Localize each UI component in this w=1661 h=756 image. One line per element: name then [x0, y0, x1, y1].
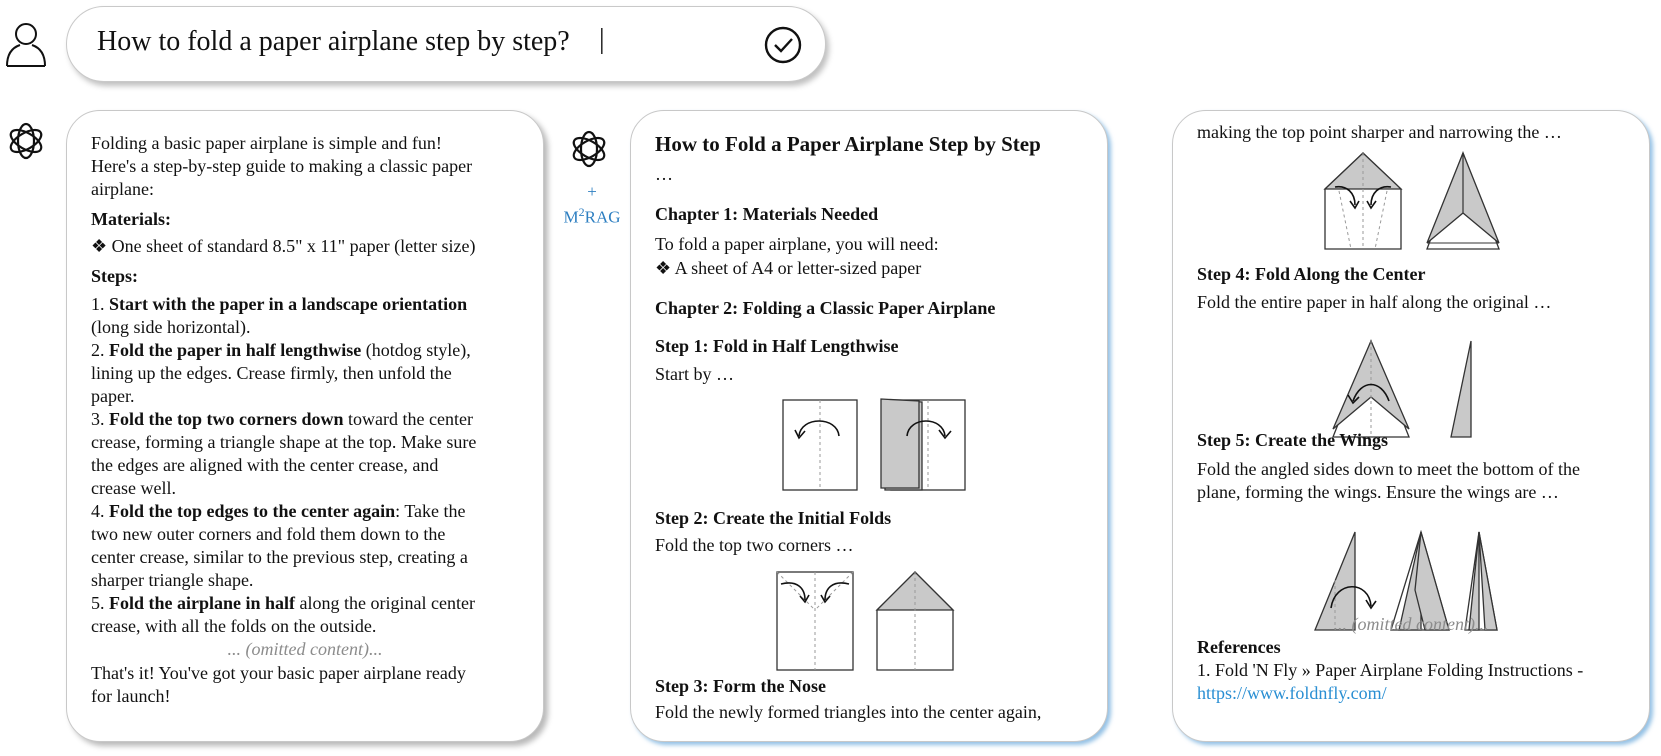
article-title: How to Fold a Paper Airplane Step by Step	[655, 132, 1041, 156]
step-line: crease, forming a triangle shape at the top. Make sure	[91, 432, 477, 452]
step-rest: along the original center	[295, 593, 475, 613]
step-line: sharper triangle shape.	[91, 570, 254, 590]
step-number: 2.	[91, 340, 109, 360]
step-number: 5.	[91, 593, 109, 613]
intro-line: Here's a step-by-step guide to making a classic paper	[91, 156, 473, 176]
query-text: How to fold a paper airplane step by step?	[97, 26, 570, 57]
step-line: the edges are aligned with the center crease, and	[91, 455, 439, 475]
step-line: center crease, similar to the previous step, creating a	[91, 547, 468, 567]
step-line: lining up the edges. Crease firmly, then unfold the	[91, 363, 452, 383]
chapter-heading: Chapter 2: Folding a Classic Paper Airplane	[655, 298, 996, 318]
step-line: crease, with all the folds on the outside.	[91, 616, 377, 636]
label-sup: 2	[578, 205, 585, 219]
step-heading: Step 4: Fold Along the Center	[1197, 264, 1426, 284]
outro-line: That's it! You've got your basic paper airplane ready	[91, 663, 466, 683]
step-bold: Fold the top two corners down	[109, 409, 344, 429]
step-text: Fold the angled sides down to meet the bottom of the	[1197, 459, 1580, 479]
steps-heading: Steps:	[91, 266, 139, 286]
step-number: 4.	[91, 501, 109, 521]
m2rag-label	[556, 202, 628, 228]
text-caret: |	[599, 24, 605, 55]
assistant-logo-icon	[568, 128, 610, 170]
step-bold: Start with the paper in a landscape orientation	[109, 294, 468, 314]
step-text: Fold the top two corners …	[655, 535, 854, 555]
step1-illustration	[781, 398, 971, 492]
reference-link[interactable]: https://www.foldnfly.com/	[1197, 683, 1387, 703]
chapter-heading: Chapter 1: Materials Needed	[655, 204, 879, 224]
plus-sign: +	[587, 182, 597, 201]
intro-line: airplane:	[91, 179, 154, 199]
step-line: paper.	[91, 386, 135, 406]
label-prefix: M	[563, 207, 579, 227]
step-heading: Step 2: Create the Initial Folds	[655, 508, 892, 528]
step-number: 1.	[91, 294, 109, 314]
query-input[interactable]	[66, 6, 826, 82]
baseline-response-card	[66, 110, 544, 742]
step-rest: (hotdog style),	[361, 340, 471, 360]
step-line: crease well.	[91, 478, 176, 498]
step-text: Fold the newly formed triangles into the center again,	[655, 702, 1042, 722]
materials-item: ❖ One sheet of standard 8.5" x 11" paper (letter size)	[91, 236, 476, 256]
step-line: (long side horizontal).	[91, 317, 251, 337]
step-heading: Step 1: Fold in Half Lengthwise	[655, 336, 899, 356]
step-heading: Step 5: Create the Wings	[1197, 430, 1388, 450]
check-circle-icon[interactable]	[763, 25, 803, 65]
user-icon	[4, 20, 48, 68]
step4-illustration	[1331, 339, 1501, 439]
step-line: two new outer corners and fold them down to the	[91, 524, 446, 544]
step3-illustration	[1323, 151, 1515, 251]
step-bold: Fold the paper in half lengthwise	[109, 340, 362, 360]
step-bold: Fold the airplane in half	[109, 593, 296, 613]
step-rest: : Take the	[395, 501, 466, 521]
m2rag-response-card	[630, 110, 1108, 742]
omitted-note: ... (omitted content)...	[227, 639, 383, 659]
step-line	[91, 408, 473, 431]
step-line	[91, 293, 467, 316]
chapter-text: To fold a paper airplane, you will need:	[655, 234, 939, 254]
label-suffix: RAG	[584, 207, 621, 227]
step-text: Fold the entire paper in half along the original …	[1197, 292, 1552, 312]
step-rest: toward the center	[343, 409, 473, 429]
assistant-logo-icon	[5, 120, 47, 162]
step-number: 3.	[91, 409, 109, 429]
reference-item: 1. Fold 'N Fly » Paper Airplane Folding Instructions -	[1197, 660, 1584, 680]
m2rag-continuation-card	[1172, 110, 1650, 742]
step-heading: Step 3: Form the Nose	[655, 676, 826, 696]
m2rag-badge	[556, 182, 628, 228]
materials-item: ❖ A sheet of A4 or letter-sized paper	[655, 258, 922, 278]
step-text: plane, forming the wings. Ensure the wings are …	[1197, 482, 1559, 502]
continued-text: making the top point sharper and narrowing the …	[1197, 122, 1562, 142]
ellipsis: …	[655, 164, 673, 184]
materials-heading: Materials:	[91, 209, 171, 229]
references-heading: References	[1197, 637, 1281, 657]
omitted-note: ... (omitted content)...	[1333, 614, 1489, 634]
step-line	[91, 500, 466, 523]
intro-line: Folding a basic paper airplane is simple and fun!	[91, 133, 442, 153]
step-line	[91, 592, 475, 615]
step-bold: Fold the top edges to the center again	[109, 501, 396, 521]
step2-illustration	[775, 570, 965, 672]
step-line	[91, 339, 471, 362]
outro-line: for launch!	[91, 686, 171, 706]
step-text: Start by …	[655, 364, 734, 384]
